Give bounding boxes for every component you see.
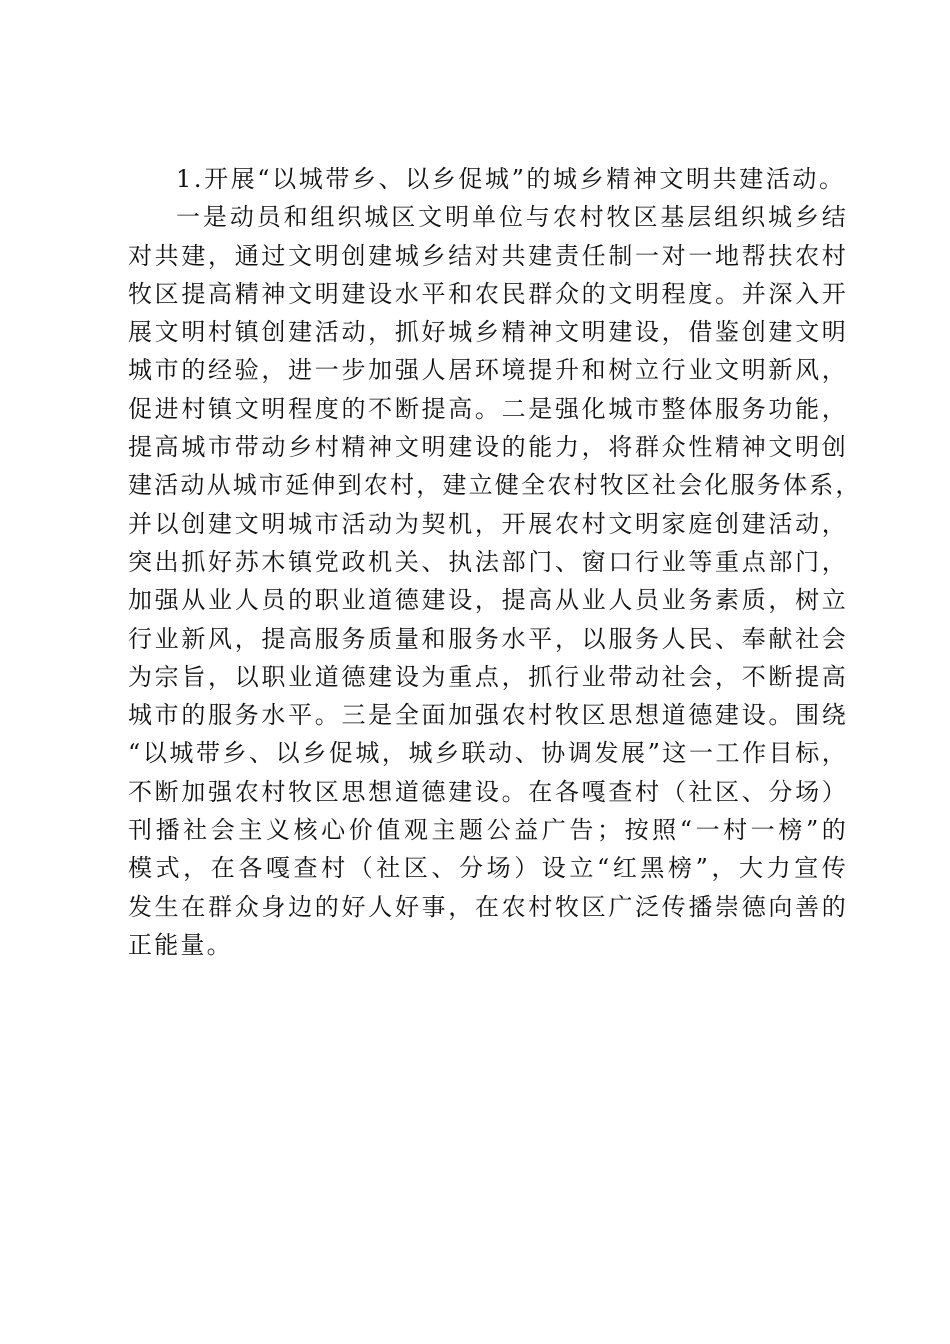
paragraph-line: 模式，在各嘎查村（社区、分场）设立“红黑榜”，大力宣传 <box>128 854 848 883</box>
paragraph-line: 并以创建文明城市活动为契机，开展农村文明家庭创建活动， <box>128 509 848 538</box>
paragraph-line: 正能量。 <box>128 930 233 959</box>
paragraph-line: 牧区提高精神文明建设水平和农民群众的文明程度。并深入开 <box>128 279 848 308</box>
paragraph-line: 展文明村镇创建活动，抓好城乡精神文明建设，借鉴创建文明 <box>128 318 848 347</box>
paragraph-line: 突出抓好苏木镇党政机关、执法部门、窗口行业等重点部门， <box>128 547 848 576</box>
paragraph-line: 一是动员和组织城区文明单位与农村牧区基层组织城乡结 <box>176 203 848 232</box>
paragraph-line: 刊播社会主义核心价值观主题公益广告；按照“一村一榜”的 <box>128 816 848 845</box>
paragraph-line: 发生在群众身边的好人好事，在农村牧区广泛传播崇德向善的 <box>128 892 848 921</box>
section-heading: 1.开展“以城带乡、以乡促城”的城乡精神文明共建活动。 <box>176 165 846 193</box>
paragraph-line: 建活动从城市延伸到农村，建立健全农村牧区社会化服务体系， <box>128 471 862 500</box>
paragraph-line: 城市的服务水平。三是全面加强农村牧区思想道德建设。围绕 <box>128 701 848 730</box>
paragraph-line: 加强从业人员的职业道德建设，提高从业人员业务素质，树立 <box>128 586 848 615</box>
document-body <box>128 160 862 964</box>
paragraph-line: 不断加强农村牧区思想道德建设。在各嘎查村（社区、分场） <box>128 777 848 806</box>
paragraph-line: 对共建，通过文明创建城乡结对共建责任制一对一地帮扶农村 <box>128 241 848 270</box>
paragraph-line: 提高城市带动乡村精神文明建设的能力，将群众性精神文明创 <box>128 433 848 462</box>
paragraph-line: “以城带乡、以乡促城，城乡联动、协调发展”这一工作目标， <box>128 739 848 768</box>
paragraph-line: 城市的经验，进一步加强人居环境提升和树立行业文明新风， <box>128 356 848 385</box>
paragraph-line: 行业新风，提高服务质量和服务水平，以服务人民、奉献社会 <box>128 624 848 653</box>
paragraph-line: 促进村镇文明程度的不断提高。二是强化城市整体服务功能， <box>128 394 848 423</box>
paragraph-line: 为宗旨，以职业道德建设为重点，抓行业带动社会，不断提高 <box>128 662 848 691</box>
